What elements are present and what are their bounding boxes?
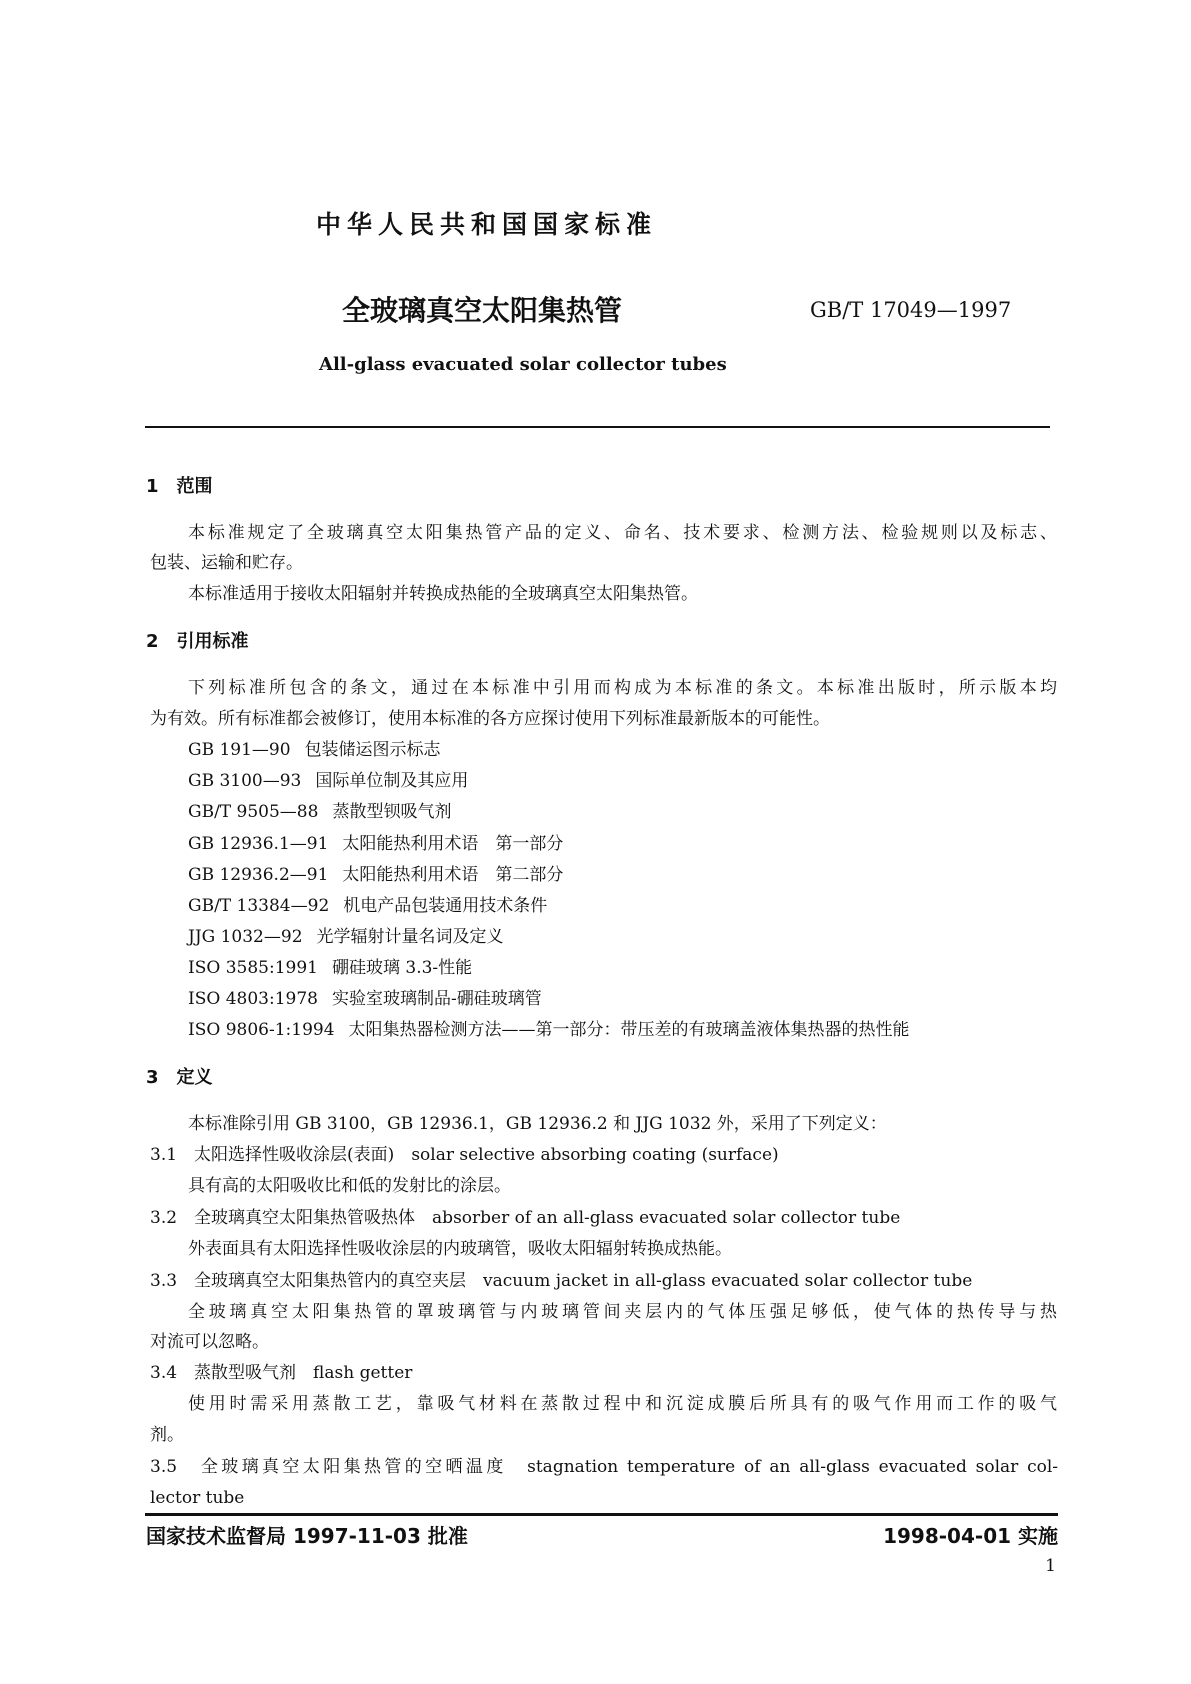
reference-item (188, 836, 563, 853)
reference-code: ISO 9806-1:1994 (188, 1020, 335, 1040)
header-rule (145, 426, 1050, 428)
standard-code: GB/T 17049—1997 (810, 298, 1012, 322)
definition-heading (150, 1210, 900, 1227)
title-cn: 全玻璃真空太阳集热管 (342, 294, 623, 327)
reference-item (188, 960, 472, 977)
reference-title: 蒸散型钡吸气剂 (332, 802, 452, 822)
section-2-heading: 2 引用标准 (146, 631, 249, 652)
definition-heading (150, 1147, 779, 1164)
reference-code: GB 12936.1—91 (188, 834, 329, 854)
term-cn: 蒸散型吸气剂 (194, 1363, 297, 1383)
reference-item (188, 867, 563, 884)
reference-item (188, 1022, 910, 1039)
paragraph-line: 具有高的太阳吸收比和低的发射比的涂层。 (188, 1176, 511, 1196)
reference-title: 国际单位制及其应用 (315, 771, 469, 791)
country-standard-header: 中华人民共和国国家标准 (316, 210, 658, 239)
definition-heading (150, 1459, 1058, 1476)
reference-title: 太阳集热器检测方法——第一部分：带压差的有玻璃盖液体集热器的热性能 (348, 1020, 910, 1040)
paragraph-line: 本标准规定了全玻璃真空太阳集热管产品的定义、命名、技术要求、检测方法、检验规则以及标志、 (188, 523, 1057, 543)
reference-title: 光学辐射计量名词及定义 (316, 927, 504, 947)
reference-item (188, 773, 468, 790)
reference-item (188, 804, 451, 821)
section-3-heading: 3 定义 (146, 1067, 213, 1088)
reference-code: GB/T 9505—88 (188, 802, 319, 822)
reference-code: GB 3100—93 (188, 771, 302, 791)
reference-item (188, 742, 441, 759)
term-en: solar selective absorbing coating (surface) (411, 1145, 779, 1165)
paragraph-line: 对流可以忽略。 (150, 1332, 269, 1352)
definition-number: 3.5 (150, 1457, 178, 1477)
term-en: flash getter (313, 1363, 413, 1383)
paragraph-line: 全玻璃真空太阳集热管的罩玻璃管与内玻璃管间夹层内的气体压强足够低，使气体的热传导与热 (188, 1302, 1057, 1322)
reference-title: 太阳能热利用术语 第二部分 (342, 865, 564, 885)
paragraph-line: 为有效。所有标准都会被修订，使用本标准的各方应探讨使用下列标准最新版本的可能性。 (150, 709, 830, 729)
title-en: All-glass evacuated solar collector tubes (319, 354, 727, 375)
reference-title: 实验室玻璃制品-硼硅玻璃管 (331, 989, 542, 1009)
reference-item (188, 929, 504, 946)
reference-title: 机电产品包装通用技术条件 (343, 896, 548, 916)
paragraph-line: 剂。 (150, 1425, 184, 1445)
paragraph-line: 使用时需采用蒸散工艺，靠吸气材料在蒸散过程中和沉淀成膜后所具有的吸气作用而工作的吸气 (188, 1394, 1057, 1414)
reference-code: GB 191—90 (188, 740, 291, 760)
paragraph-line: 包装、运输和贮存。 (150, 553, 303, 573)
effective-date: 1998-04-01 实施 (883, 1524, 1058, 1548)
term-cn: 全玻璃真空太阳集热管吸热体 (194, 1208, 416, 1228)
term-en: vacuum jacket in all-glass evacuated solar collector tube (483, 1271, 973, 1291)
term-en: absorber of an all-glass evacuated solar collector tube (432, 1208, 901, 1228)
reference-code: ISO 4803:1978 (188, 989, 318, 1009)
reference-code: ISO 3585:1991 (188, 958, 318, 978)
paragraph-line: 本标准适用于接收太阳辐射并转换成热能的全玻璃真空太阳集热管。 (188, 584, 698, 604)
footer-rule (145, 1513, 1058, 1516)
definition-heading (150, 1365, 412, 1382)
page-number: 1 (1045, 1556, 1056, 1576)
term-en: stagnation temperature of an all-glass evacuated solar col- (527, 1457, 1059, 1477)
approval-date: 国家技术监督局 1997-11-03 批准 (146, 1524, 468, 1548)
reference-code: JJG 1032—92 (188, 927, 303, 947)
reference-title: 太阳能热利用术语 第一部分 (342, 834, 564, 854)
term-cn: 太阳选择性吸收涂层(表面) (194, 1145, 395, 1165)
paragraph-line: 本标准除引用 GB 3100，GB 12936.1，GB 12936.2 和 JJG 1032 外，采用了下列定义： (188, 1114, 887, 1134)
definition-number: 3.2 (150, 1208, 178, 1228)
definition-number: 3.3 (150, 1271, 178, 1291)
definition-heading (150, 1273, 972, 1290)
paragraph-line: 下列标准所包含的条文，通过在本标准中引用而构成为本标准的条文。本标准出版时，所示版本均 (188, 678, 1057, 698)
reference-title: 包装储运图示标志 (304, 740, 441, 760)
reference-title: 硼硅玻璃 3.3-性能 (331, 958, 473, 978)
paragraph-line: lector tube (150, 1488, 245, 1508)
definition-number: 3.4 (150, 1363, 178, 1383)
term-cn: 全玻璃真空太阳集热管内的真空夹层 (194, 1271, 467, 1291)
paragraph-line: 外表面具有太阳选择性吸收涂层的内玻璃管，吸收太阳辐射转换成热能。 (188, 1239, 732, 1259)
reference-item (188, 898, 547, 915)
reference-code: GB/T 13384—92 (188, 896, 330, 916)
term-cn: 全玻璃真空太阳集热管的空晒温度 (200, 1457, 507, 1477)
reference-code: GB 12936.2—91 (188, 865, 329, 885)
reference-item (188, 991, 542, 1008)
section-1-heading: 1 范围 (146, 476, 213, 497)
definition-number: 3.1 (150, 1145, 178, 1165)
